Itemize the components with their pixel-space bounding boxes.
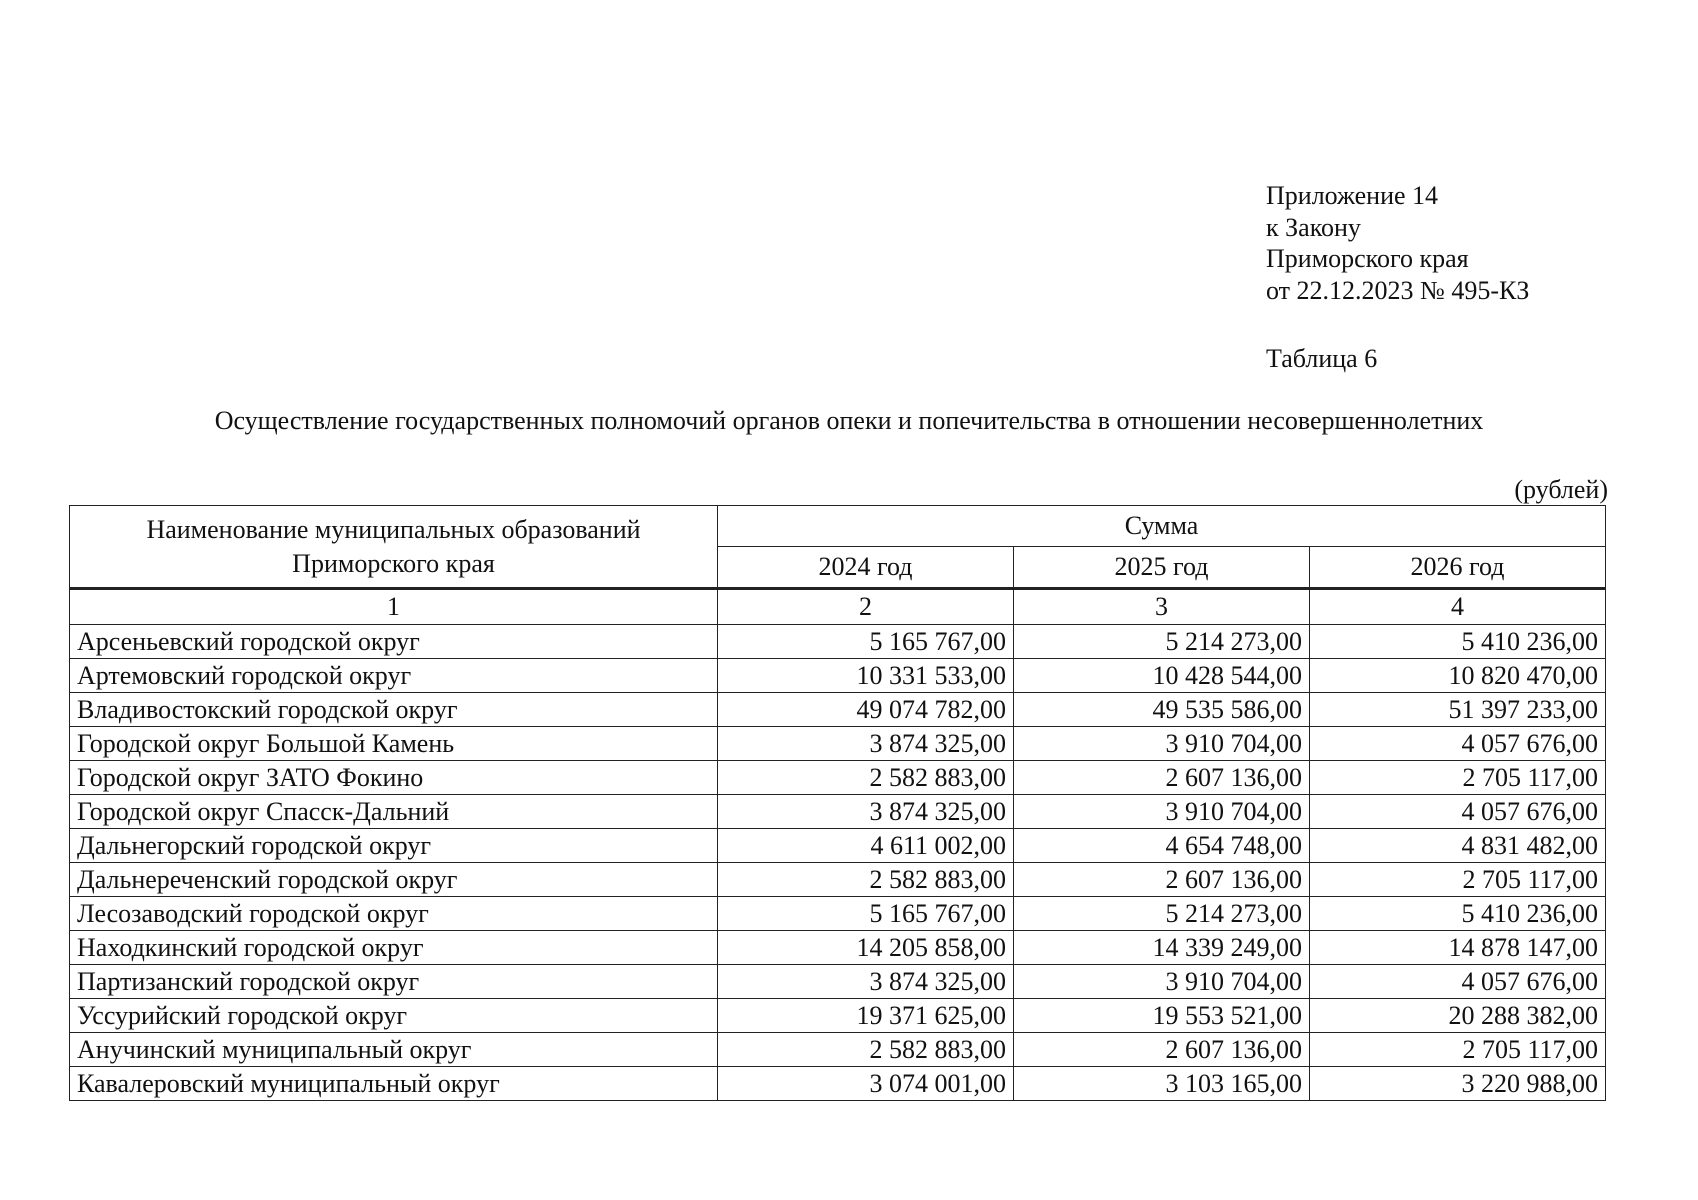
amount-2025-cell: 3 910 704,00: [1014, 795, 1310, 829]
table-row: [70, 829, 1606, 863]
amount-2026-cell: 2 705 117,00: [1310, 1033, 1606, 1067]
table-row: [70, 999, 1606, 1033]
municipality-name-cell: Городской округ Спасск-Дальний: [70, 795, 718, 829]
column-number: 4: [1310, 589, 1606, 625]
amount-2025-cell: 5 214 273,00: [1014, 625, 1310, 659]
amount-2025-cell: 10 428 544,00: [1014, 659, 1310, 693]
amount-2025-cell: 2 607 136,00: [1014, 761, 1310, 795]
annex-line: от 22.12.2023 № 495-КЗ: [1266, 275, 1530, 305]
amount-2024-cell: 10 331 533,00: [718, 659, 1014, 693]
year-header-2025: 2025 год: [1014, 547, 1310, 589]
municipality-name-cell: Находкинский городской округ: [70, 931, 718, 965]
amount-2026-cell: 4 057 676,00: [1310, 795, 1606, 829]
amount-2026-cell: 2 705 117,00: [1310, 863, 1606, 897]
document-title: Осуществление государственных полномочий органов опеки и попечительства в отношении несовершеннолетних: [214, 406, 1484, 435]
amount-2025-cell: 2 607 136,00: [1014, 1033, 1310, 1067]
amount-2026-cell: 20 288 382,00: [1310, 999, 1606, 1033]
amount-2026-cell: 4 057 676,00: [1310, 965, 1606, 999]
year-header-2026: 2026 год: [1310, 547, 1606, 589]
amount-2026-cell: 51 397 233,00: [1310, 693, 1606, 727]
amount-2025-cell: 3 910 704,00: [1014, 965, 1310, 999]
amount-2025-cell: 2 607 136,00: [1014, 863, 1310, 897]
column-number: 3: [1014, 589, 1310, 625]
column-number: 1: [70, 589, 718, 625]
header-line: Приморского края: [292, 548, 495, 578]
amount-2024-cell: 2 582 883,00: [718, 863, 1014, 897]
table-row: [70, 863, 1606, 897]
table-row: [70, 693, 1606, 727]
amount-2024-cell: 49 074 782,00: [718, 693, 1014, 727]
table-row: [70, 1067, 1606, 1101]
amount-2025-cell: 14 339 249,00: [1014, 931, 1310, 965]
municipality-name-cell: Городской округ ЗАТО Фокино: [70, 761, 718, 795]
table-row: [70, 625, 1606, 659]
column-number: 2: [718, 589, 1014, 625]
table-row: [70, 965, 1606, 999]
table-row: [70, 795, 1606, 829]
annex-line: Приморского края: [1266, 244, 1469, 273]
municipality-name-cell: Анучинский муниципальный округ: [70, 1033, 718, 1067]
municipality-name-cell: Владивостокский городской округ: [70, 693, 718, 727]
amount-2024-cell: 19 371 625,00: [718, 999, 1014, 1033]
annex-line: к Закону: [1266, 212, 1361, 242]
amount-2026-cell: 5 410 236,00: [1310, 625, 1606, 659]
amount-2026-cell: 5 410 236,00: [1310, 897, 1606, 931]
municipality-name-cell: Уссурийский городской округ: [70, 999, 718, 1033]
amount-2024-cell: 5 165 767,00: [718, 897, 1014, 931]
municipality-name-cell: Арсеньевский городской округ: [70, 625, 718, 659]
amount-2025-cell: 49 535 586,00: [1014, 693, 1310, 727]
amount-2025-cell: 3 103 165,00: [1014, 1067, 1310, 1101]
amount-2026-cell: 2 705 117,00: [1310, 761, 1606, 795]
header-line: Наименование муниципальных образований: [146, 514, 641, 544]
amount-2024-cell: 2 582 883,00: [718, 1033, 1014, 1067]
table-row: [70, 761, 1606, 795]
amount-2024-cell: 3 874 325,00: [718, 965, 1014, 999]
municipality-name-cell: Лесозаводский городской округ: [70, 897, 718, 931]
amount-2026-cell: 3 220 988,00: [1310, 1067, 1606, 1101]
amount-2025-cell: 5 214 273,00: [1014, 897, 1310, 931]
amount-2024-cell: 5 165 767,00: [718, 625, 1014, 659]
amount-2024-cell: 3 874 325,00: [718, 795, 1014, 829]
table-row: [70, 931, 1606, 965]
municipality-name-cell: Дальнереченский городской округ: [70, 863, 718, 897]
column-number-row: [70, 589, 1606, 625]
amount-2025-cell: 3 910 704,00: [1014, 727, 1310, 761]
amount-2025-cell: 4 654 748,00: [1014, 829, 1310, 863]
municipality-column-header: [70, 506, 718, 589]
municipality-name-cell: Кавалеровский муниципальный округ: [70, 1067, 718, 1101]
amount-2024-cell: 2 582 883,00: [718, 761, 1014, 795]
amount-2026-cell: 10 820 470,00: [1310, 659, 1606, 693]
table-row: [70, 659, 1606, 693]
table-row: [70, 897, 1606, 931]
amount-2026-cell: 14 878 147,00: [1310, 931, 1606, 965]
amount-2024-cell: 3 074 001,00: [718, 1067, 1014, 1101]
table-row: [70, 1033, 1606, 1067]
annex-block: [1266, 180, 1529, 306]
municipality-name-cell: Партизанский городской округ: [70, 965, 718, 999]
sum-column-header: Сумма: [718, 506, 1606, 547]
municipality-name-cell: Артемовский городской округ: [70, 659, 718, 693]
municipality-name-cell: Городской округ Большой Камень: [70, 727, 718, 761]
annex-line: Приложение 14: [1266, 181, 1439, 210]
budget-table: [69, 505, 1606, 1101]
amount-2024-cell: 4 611 002,00: [718, 829, 1014, 863]
table-row: [70, 727, 1606, 761]
units-label: (рублей): [1514, 475, 1608, 504]
amount-2026-cell: 4 831 482,00: [1310, 829, 1606, 863]
amount-2025-cell: 19 553 521,00: [1014, 999, 1310, 1033]
amount-2026-cell: 4 057 676,00: [1310, 727, 1606, 761]
year-header-2024: 2024 год: [718, 547, 1014, 589]
municipality-name-cell: Дальнегорский городской округ: [70, 829, 718, 863]
amount-2024-cell: 3 874 325,00: [718, 727, 1014, 761]
table-label: Таблица 6: [1266, 344, 1378, 373]
amount-2024-cell: 14 205 858,00: [718, 931, 1014, 965]
